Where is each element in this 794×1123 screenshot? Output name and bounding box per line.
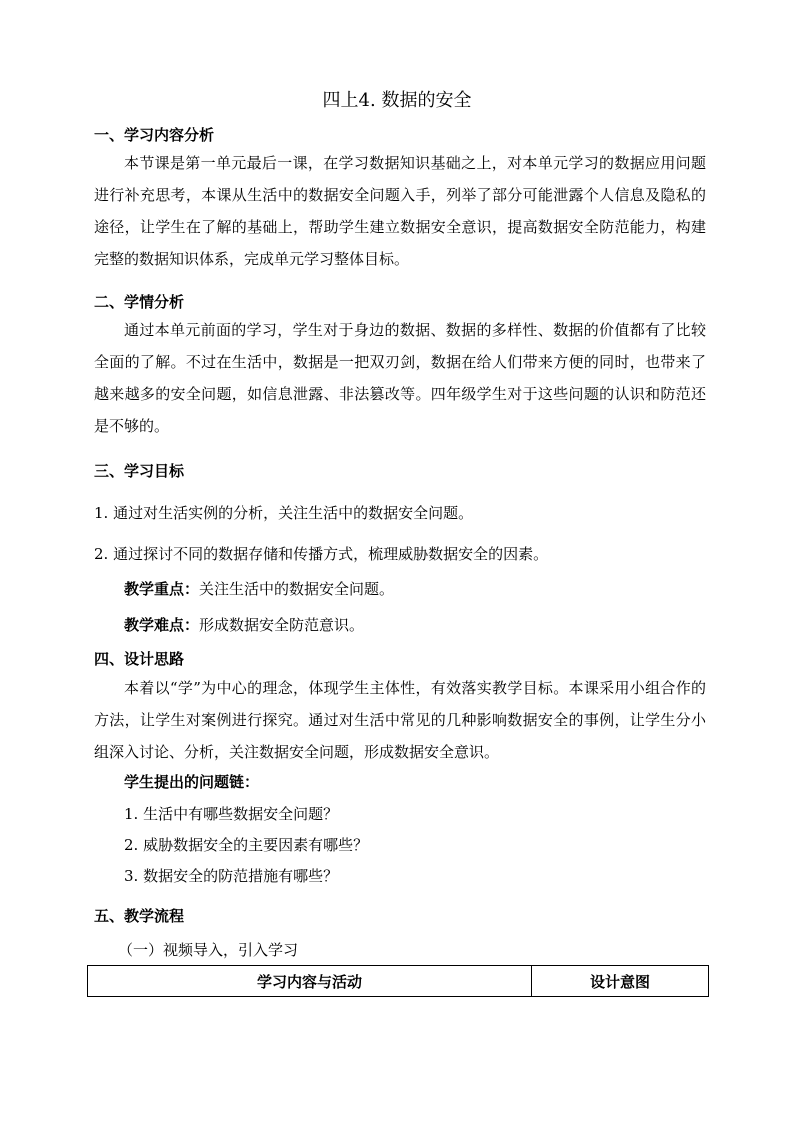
- question-chain-label: 学生提出的问题链：: [124, 773, 260, 791]
- question-item-2: 2. 威胁数据安全的主要因素有哪些？: [124, 836, 369, 854]
- question-item-3: 3. 数据安全的防范措施有哪些？: [124, 867, 339, 885]
- heading-teaching-process: 五、教学流程: [94, 907, 185, 925]
- paragraph-design-idea: 本着以“学”为中心的理念，体现学生主体性，有效落实教学目标。本课采用小组合作的方法，让学生对案例进行探究。通过对生活中常见的几种影响数据安全的事例，让学生分小组深入讨论、分析，关注数据安全问题，形成数据安全意识。: [94, 679, 706, 761]
- heading-design-idea: 四、设计思路: [94, 650, 185, 668]
- difficult-point-label: 教学难点：: [124, 616, 200, 634]
- table-header-row: [88, 966, 709, 997]
- teaching-flow-table: [87, 965, 709, 997]
- column-header-intent: 设计意图: [532, 966, 709, 997]
- goal-item-2: 2. 通过探讨不同的数据存储和传播方式，梳理威胁数据安全的因素。: [94, 545, 549, 563]
- key-point-text: 关注生活中的数据安全问题。: [199, 580, 395, 598]
- difficult-point: [124, 614, 364, 635]
- heading-learning-goals: 三、学习目标: [94, 462, 185, 480]
- subsection-video-intro: （一）视频导入，引入学习: [118, 941, 299, 959]
- goal-item-1: 1. 通过对生活实例的分析，关注生活中的数据安全问题。: [94, 504, 474, 522]
- question-item-1: 1. 生活中有哪些数据安全问题？: [124, 805, 339, 823]
- key-point: [124, 578, 394, 599]
- paragraph-learner-analysis: 通过本单元前面的学习，学生对于身边的数据、数据的多样性、数据的价值都有了比较全面的了解。不过在生活中，数据是一把双刃剑，数据在给人们带来方便的同时，也带来了越来越多的安全问题，如信息泄露、非法篡改等。四年级学生对于这些问题的认识和防范还是不够的。: [94, 321, 706, 435]
- key-point-label: 教学重点：: [124, 580, 200, 598]
- heading-learner-analysis: 二、学情分析: [94, 293, 185, 311]
- column-header-content: 学习内容与活动: [88, 966, 532, 997]
- page-title: 四上4. 数据的安全: [322, 90, 472, 111]
- difficult-point-text: 形成数据安全防范意识。: [199, 616, 365, 634]
- heading-content-analysis: 一、学习内容分析: [94, 126, 215, 144]
- paragraph-content-analysis: 本节课是第一单元最后一课，在学习数据知识基础之上，对本单元学习的数据应用问题进行补充思考，本课从生活中的数据安全问题入手，列举了部分可能泄露个人信息及隐私的途径，让学生在了解的基础上，帮助学生建立数据安全意识，提高数据安全防范能力，构建完整的数据知识体系，完成单元学习整体目标。: [94, 154, 706, 268]
